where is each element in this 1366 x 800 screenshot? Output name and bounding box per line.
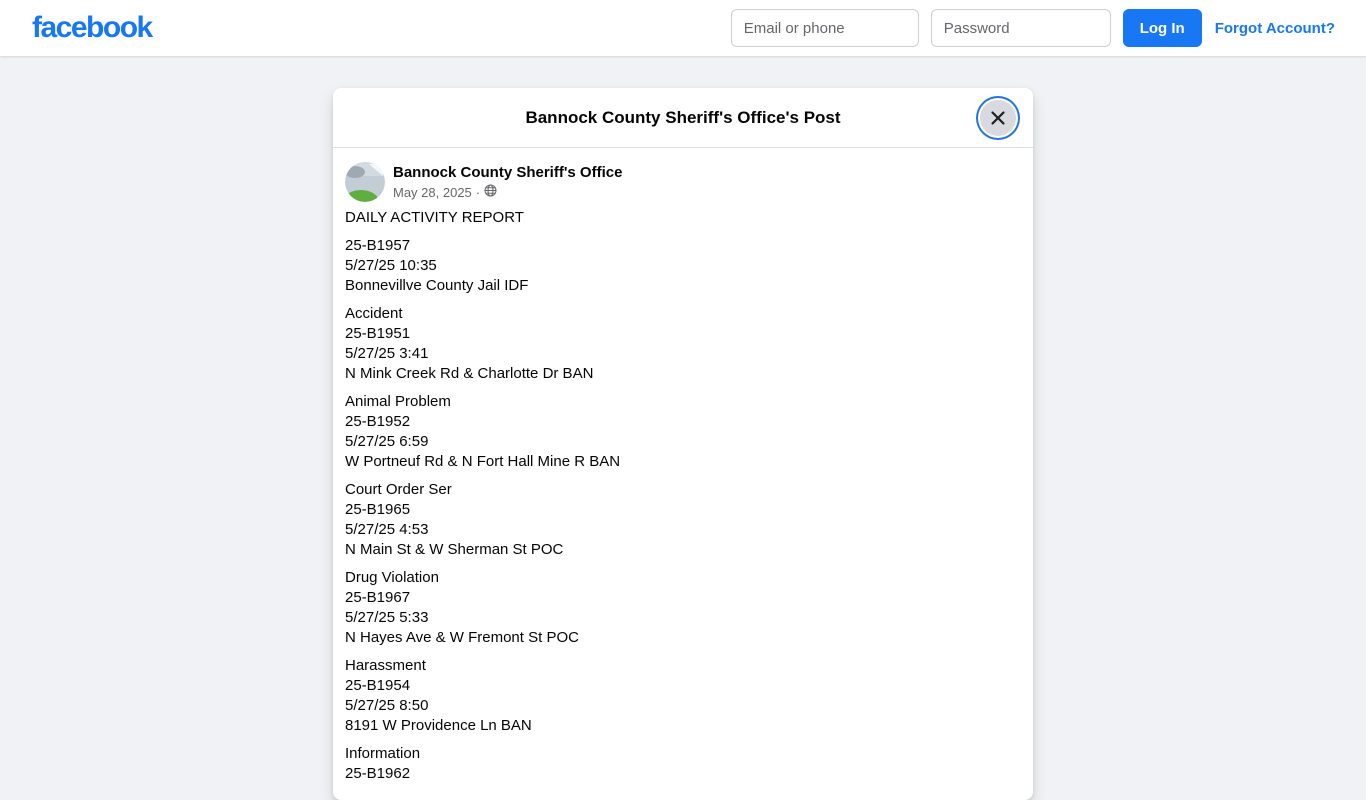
post-meta xyxy=(393,183,622,201)
post-line: DAILY ACTIVITY REPORT xyxy=(345,209,524,226)
post-header xyxy=(345,162,1021,202)
top-navbar xyxy=(0,0,1366,56)
email-input[interactable] xyxy=(731,9,919,47)
post-paragraph xyxy=(345,208,1021,228)
post-paragraph xyxy=(345,568,1021,648)
post-line: 5/27/25 10:35 xyxy=(345,257,437,274)
author-name[interactable]: Bannock County Sheriff's Office xyxy=(393,164,623,181)
post-line: Animal Problem xyxy=(345,393,451,410)
facebook-logo[interactable]: facebook xyxy=(32,11,152,44)
post-line: 25-B1965 xyxy=(345,501,411,518)
post-line: W Portneuf Rd & N Fort Hall Mine R BAN xyxy=(345,453,621,470)
post-line: 25-B1967 xyxy=(345,589,411,606)
author-meta xyxy=(393,163,622,201)
post-paragraph xyxy=(345,304,1021,384)
post-line: 25-B1951 xyxy=(345,325,411,342)
post-line: 5/27/25 3:41 xyxy=(345,345,429,362)
post-line: Information xyxy=(345,745,421,762)
post-line: 5/27/25 6:59 xyxy=(345,433,429,450)
post-paragraph xyxy=(345,392,1021,472)
post-line: Drug Violation xyxy=(345,569,439,586)
post-paragraph xyxy=(345,236,1021,296)
post-line: N Main St & W Sherman St POC xyxy=(345,541,564,558)
post-date[interactable]: May 28, 2025 xyxy=(393,184,472,200)
post-line: N Mink Creek Rd & Charlotte Dr BAN xyxy=(345,365,594,382)
post-line: Court Order Ser xyxy=(345,481,452,498)
page-profile-picture-icon xyxy=(345,162,385,202)
forgot-account-link[interactable]: Forgot Account? xyxy=(1214,19,1335,37)
post-line: 5/27/25 5:33 xyxy=(345,609,429,626)
post-modal xyxy=(333,88,1033,800)
post-line: 5/27/25 4:53 xyxy=(345,521,429,538)
post-line: 5/27/25 8:50 xyxy=(345,697,429,714)
modal-title: Bannock County Sheriff's Office's Post xyxy=(525,107,841,127)
password-input[interactable] xyxy=(931,9,1111,47)
post-line: N Hayes Ave & W Fremont St POC xyxy=(345,629,579,646)
post-line: 25-B1962 xyxy=(345,765,411,782)
avatar[interactable] xyxy=(345,162,385,202)
login-form xyxy=(731,9,1335,47)
post-line: 25-B1952 xyxy=(345,413,411,430)
post xyxy=(333,148,1033,800)
post-line: 8191 W Providence Ln BAN xyxy=(345,717,532,734)
modal-header xyxy=(333,88,1033,148)
post-text xyxy=(345,208,1021,784)
post-line: Accident xyxy=(345,305,403,322)
post-line: 25-B1957 xyxy=(345,237,411,254)
post-paragraph xyxy=(345,744,1021,784)
globe-icon xyxy=(484,184,497,201)
close-icon xyxy=(988,108,1008,128)
meta-separator: · xyxy=(475,184,481,200)
post-line: 25-B1954 xyxy=(345,677,411,694)
post-line: Harassment xyxy=(345,657,426,674)
post-line: Bonnevillve County Jail IDF xyxy=(345,277,529,294)
close-button[interactable] xyxy=(980,100,1016,136)
login-button[interactable]: Log In xyxy=(1123,9,1202,47)
post-paragraph xyxy=(345,656,1021,736)
post-paragraph xyxy=(345,480,1021,560)
